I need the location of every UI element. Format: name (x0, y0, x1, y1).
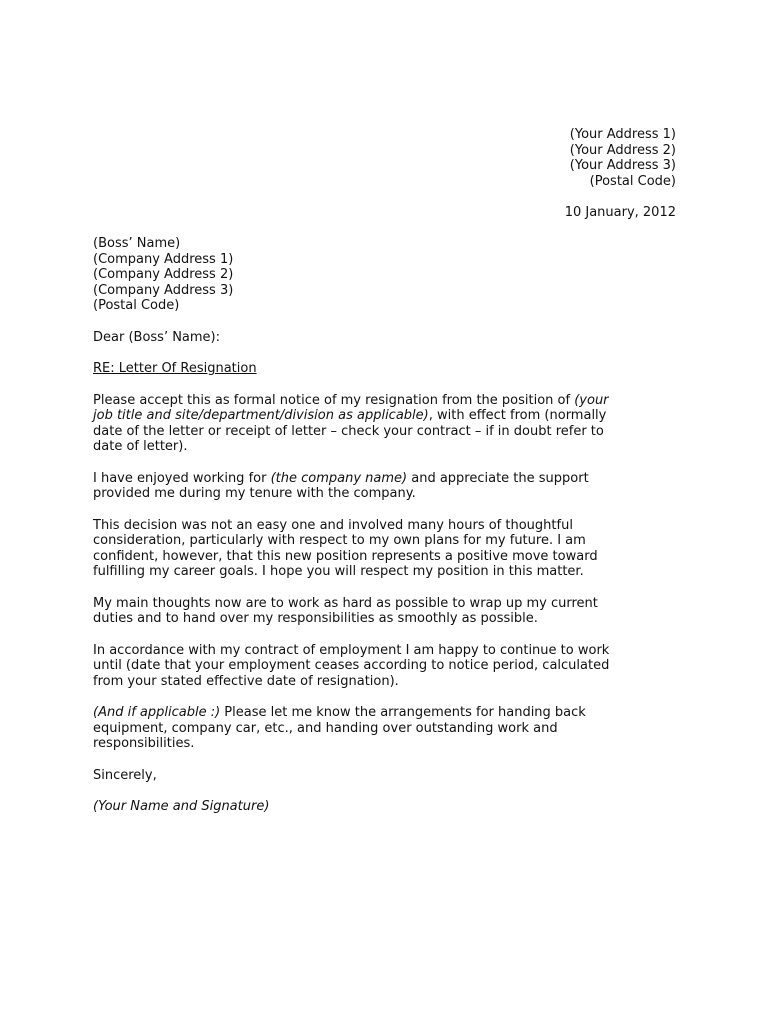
salutation: Dear (Boss’ Name): (93, 329, 221, 345)
subject-line: RE: Letter Of Resignation (93, 361, 257, 376)
recipient-address-line-2: (Company Address 2) (93, 267, 234, 282)
signature-text: (Your Name and Signature) (93, 799, 270, 814)
paragraph-appreciation-text: and appreciate the support (407, 470, 589, 486)
paragraph-notice-period-text: In accordance with my contract of employment I am happy to continue to work (93, 642, 610, 658)
paragraph-notice-period (93, 643, 683, 690)
paragraph-handover-text: My main thoughts now are to work as hard as possible to wrap up my current (93, 595, 598, 611)
sender-address-line-3: (Your Address 3) (569, 158, 676, 173)
paragraph-notice-text: Please accept this as formal notice of my resignation from the position of (93, 392, 575, 408)
recipient-address-block (93, 236, 683, 314)
job-title-placeholder: (your (574, 392, 609, 408)
paragraph-appreciation-text: I have enjoyed working for (93, 470, 271, 486)
company-name-placeholder: (the company name) (270, 470, 408, 486)
recipient-postal-code: (Postal Code) (93, 298, 180, 313)
sender-postal-code: (Postal Code) (589, 173, 676, 189)
paragraph-decision-text: confident, however, that this new position represents a positive move toward (93, 548, 598, 564)
optional-placeholder: (And if applicable :) (93, 705, 221, 720)
recipient-name: (Boss’ Name) (93, 236, 181, 251)
recipient-address-line-3: (Company Address 3) (93, 282, 234, 298)
letter-body (93, 236, 683, 831)
sender-address-block (570, 127, 676, 189)
paragraph-decision-text: This decision was not an easy one and involved many hours of thoughtful (93, 517, 573, 533)
paragraph-notice-period-text: until (date that your employment ceases according to notice period, calculated (93, 658, 610, 673)
job-title-placeholder-cont: job title and site/department/division as applicable) (93, 408, 429, 423)
paragraph-notice-period-text: from your stated effective date of resignation). (93, 673, 399, 689)
paragraph-appreciation-text: provided me during my tenure with the company. (93, 486, 416, 501)
sender-address-line-2: (Your Address 2) (569, 142, 676, 158)
closing: Sincerely, (93, 767, 157, 783)
sender-address-line-1: (Your Address 1) (569, 127, 676, 142)
paragraph-notice-text: date of letter). (93, 439, 188, 454)
paragraph-decision-text: consideration, particularly with respect to my own plans for my future. I am (93, 533, 586, 548)
signature-placeholder (93, 799, 683, 815)
paragraph-arrangements-text: equipment, company car, etc., and handing over outstanding work and (93, 720, 558, 736)
paragraph-notice-text: , with effect from (normally (428, 408, 607, 423)
paragraph-handover (93, 596, 683, 627)
paragraph-arrangements-text: responsibilities. (93, 736, 195, 751)
paragraph-arrangements-text: Please let me know the arrangements for handing back (220, 705, 586, 720)
paragraph-decision-text: fulfilling my career goals. I hope you will respect my position in this matter. (93, 564, 584, 579)
paragraph-notice (93, 393, 683, 455)
paragraph-appreciation (93, 471, 683, 502)
recipient-address-line-1: (Company Address 1) (93, 251, 234, 267)
letter-date: 10 January, 2012 (564, 205, 676, 220)
paragraph-notice-text: date of the letter or receipt of letter – check your contract – if in doubt refer to (93, 423, 604, 439)
paragraph-arrangements (93, 705, 683, 752)
paragraph-handover-text: duties and to hand over my responsibilities as smoothly as possible. (93, 611, 538, 626)
paragraph-decision (93, 518, 683, 580)
